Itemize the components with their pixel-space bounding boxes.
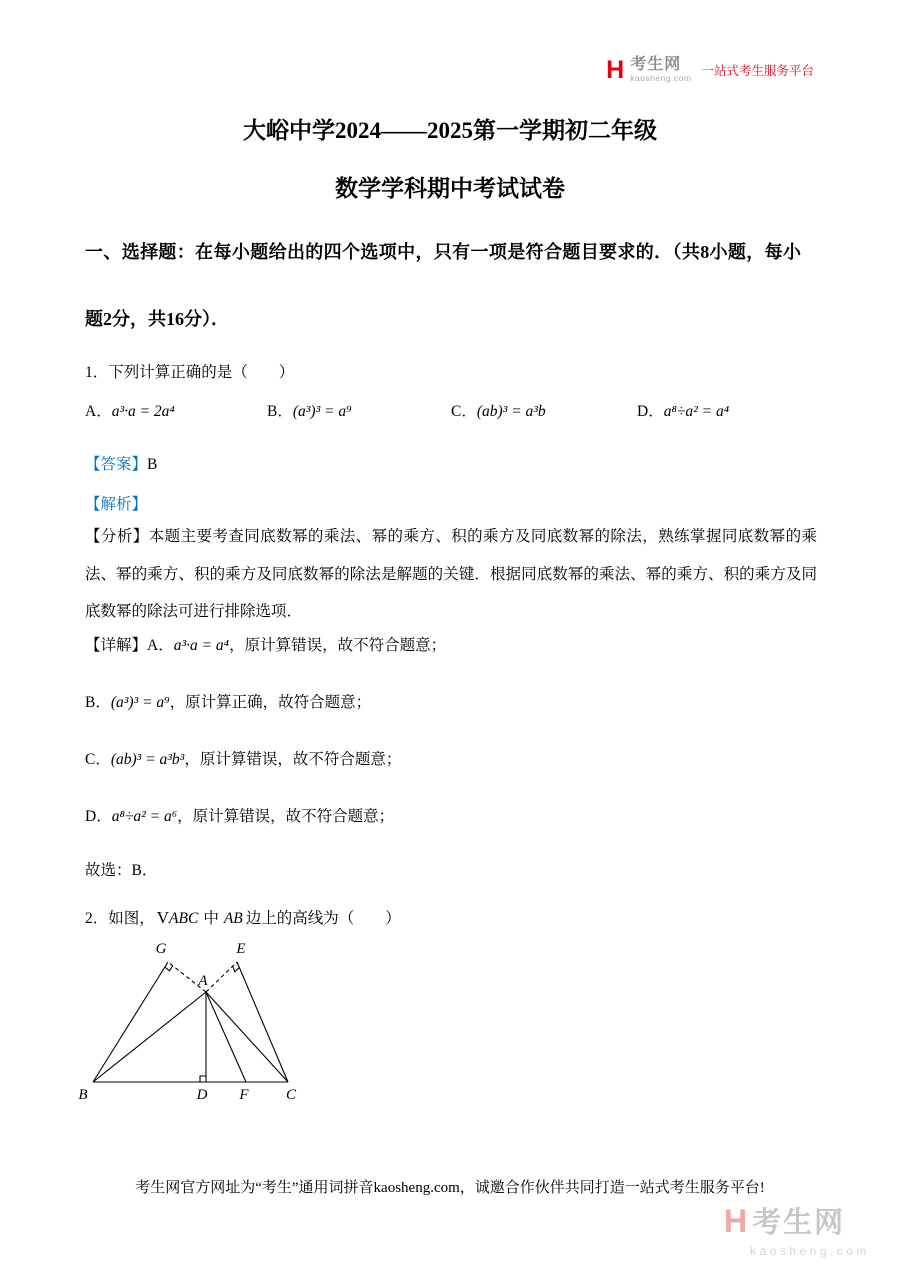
figure-side-ac [206, 992, 288, 1082]
section1-heading: 一、选择题：在每小题给出的四个选项中，只有一项是符合题目要求的．（共8小题，每小题2分，共16分）． [85, 242, 801, 329]
footer-note: 考生网官方网址为“考生”通用词拼音kaosheng.com，诚邀合作伙伴共同打造一站式考生服务平台! [135, 1180, 765, 1196]
watermark-domain-text: kaosheng.com [749, 1244, 870, 1258]
exam-title-line1: 大峪中学2024——2025第一学期初二年级 [243, 118, 657, 143]
question2-stem [85, 906, 401, 928]
logo-brand-text: 考生网 [630, 56, 682, 73]
right-angle-mark-d [200, 1076, 206, 1082]
detail-b-prefix: B． [85, 694, 111, 711]
side-name: AB [223, 910, 243, 927]
vertex-label-c: C [285, 1087, 297, 1103]
detail-c-formula: (ab)³ = a³b³ [110, 751, 185, 768]
figure-altitude-bg [93, 962, 168, 1082]
detail-d-suffix: ，原计算错误，故不符合题意； [177, 808, 395, 825]
answer-value: B [147, 456, 158, 473]
question1-stem: 1．下列计算正确的是（ ） [85, 364, 295, 381]
logo-tagline-text: 一站式考生服务平台 [701, 64, 814, 79]
logo-h-icon: H [606, 55, 625, 84]
detail-d-prefix: D． [85, 808, 112, 825]
detail-a-formula: a³·a = a⁴ [173, 637, 230, 654]
analysis-paragraph: 【分析】本题主要考查同底数幂的乘法、幂的乘方、积的乘方及同底数幂的除法，熟练掌握同底数幂的乘法、幂的乘方、积的乘方及同底数幂的除法是解题的关键．根据同底数幂的乘法、幂的乘方、积的乘方及同底数幂的除法可进行排除选项． [85, 528, 817, 620]
q2-triangle-figure [55, 938, 315, 1108]
exam-title-line2: 数学学科期中考试试卷 [335, 176, 565, 201]
detail-a-suffix: ，原计算错误，故不符合题意； [229, 637, 447, 654]
detail-b-formula: (a³)³ = a⁹ [110, 694, 170, 711]
vertex-label-e: E [236, 941, 246, 957]
option-d-label: D． [637, 403, 664, 420]
watermark-brand-text: 考生网 [752, 1207, 846, 1239]
option-d-formula: a⁸÷a² = a⁴ [663, 403, 730, 420]
answer-line [85, 452, 157, 474]
right-angle-mark-g [165, 966, 173, 971]
vertex-label-g: G [155, 941, 167, 957]
question2-mid-text: 中 [203, 910, 219, 927]
logo-text-block [630, 56, 691, 84]
vertex-label-b: B [78, 1087, 88, 1103]
figure-side-ba [93, 992, 206, 1082]
kaosheng-watermark [724, 1200, 870, 1258]
question2-prefix: 2．如图， [85, 910, 155, 927]
vertex-label-d: D [196, 1087, 208, 1103]
option-c-label: C． [451, 403, 477, 420]
figure-altitude-ce [237, 962, 288, 1082]
option-d [637, 399, 729, 421]
option-c-formula: (ab)³ = a³b [476, 403, 546, 420]
detail-c-suffix: ，原计算错误，故不符合题意； [184, 751, 402, 768]
detail-line-d [85, 804, 394, 826]
question1-options-row [85, 399, 817, 425]
answer-tag: 【答案】 [85, 456, 148, 473]
detail-d-formula: a⁸÷a² = a⁶ [111, 808, 178, 825]
vertex-label-f: F [239, 1087, 249, 1103]
detail-line-c [85, 747, 401, 769]
option-b-formula: (a³)³ = a⁹ [292, 403, 352, 420]
option-b [267, 399, 352, 421]
option-a-formula: a³·a = 2a⁴ [111, 403, 175, 420]
option-b-label: B． [267, 403, 293, 420]
watermark-row [724, 1200, 870, 1241]
watermark-h-icon: H [723, 1202, 748, 1239]
detail-line-a [85, 633, 446, 655]
option-a-label: A． [85, 403, 112, 420]
figure-cevian-af [206, 992, 246, 1082]
question2-suffix: 边上的高线为（ ） [245, 910, 401, 927]
jiexi-tag: 【解析】 [85, 496, 148, 513]
detail-line-b [85, 690, 371, 712]
kaosheng-logo [606, 56, 814, 84]
right-angle-mark-e [233, 966, 240, 972]
triangle-symbol: V [156, 908, 170, 927]
detail-a-prefix: 【详解】A． [85, 637, 174, 654]
detail-c-prefix: C． [85, 751, 111, 768]
jiexi-line [85, 492, 147, 514]
conclusion-line: 故选：B． [85, 862, 158, 879]
option-c [451, 399, 546, 421]
logo-domain-text: kaosheng.com [630, 73, 692, 84]
option-a [85, 399, 175, 421]
vertex-label-a: A [198, 973, 208, 989]
triangle-name: ABC [169, 910, 199, 927]
detail-b-suffix: ，原计算正确，故符合题意； [169, 694, 372, 711]
